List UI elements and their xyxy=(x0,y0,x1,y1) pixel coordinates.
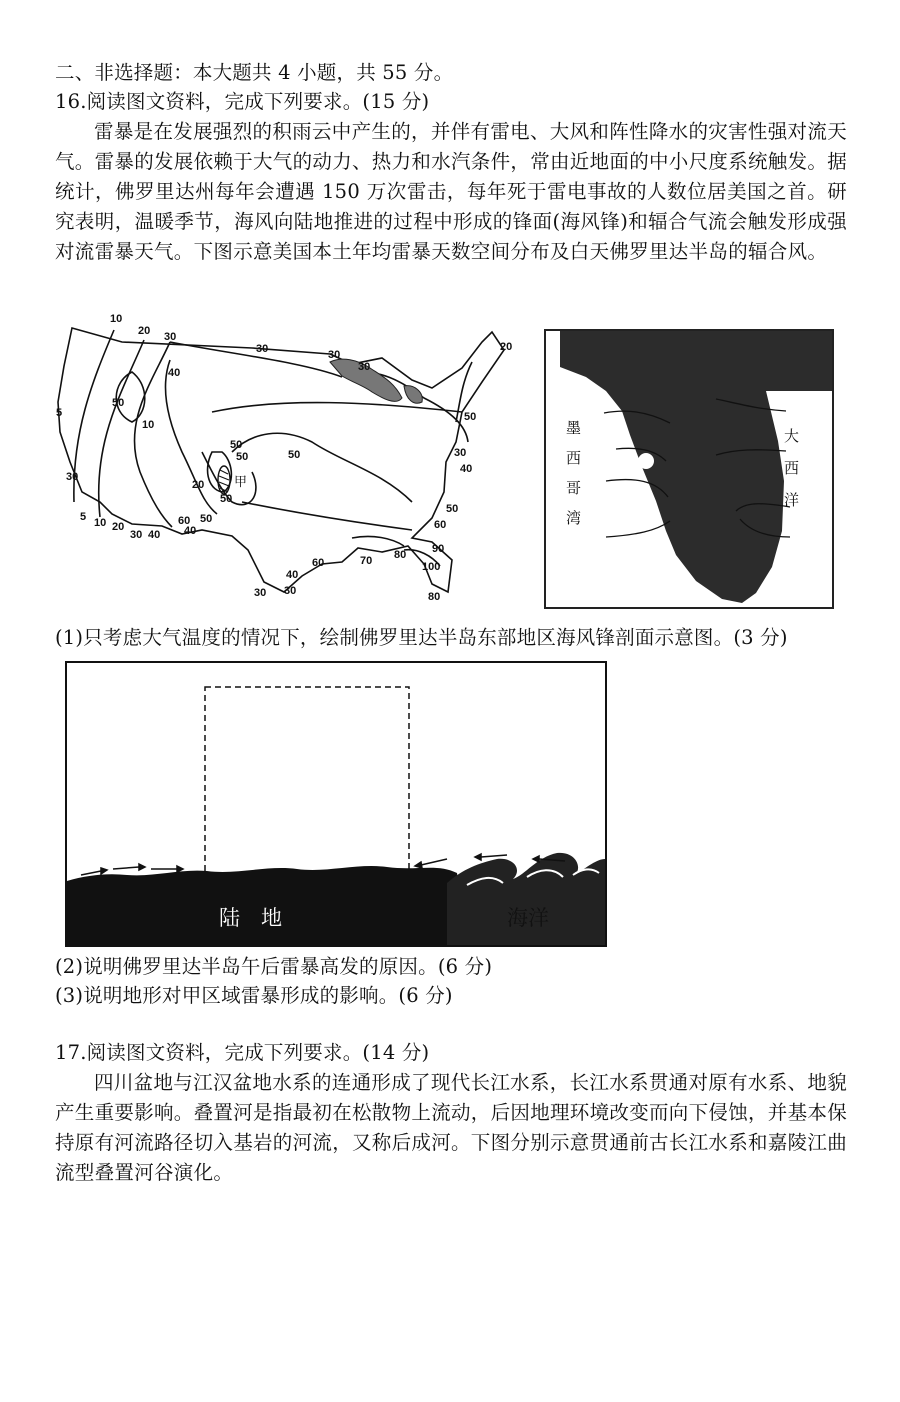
contour-30-west xyxy=(134,342,172,527)
sea-label: 海洋 xyxy=(507,906,549,930)
land-label: 陆 地 xyxy=(219,906,282,930)
us-map-drawing xyxy=(52,302,534,607)
gulf-label: 湾 xyxy=(566,509,582,527)
contour-label: 30 xyxy=(358,361,371,373)
contour-label: 80 xyxy=(428,591,441,603)
contour-label: 40 xyxy=(460,463,473,475)
question-16-sub3: (3)说明地形对甲区域雷暴形成的影响。(6 分) xyxy=(55,984,453,1007)
contour-label: 30 xyxy=(284,585,297,597)
contour-label: 30 xyxy=(254,587,267,599)
contour-label: 10 xyxy=(110,313,123,325)
contour-label: 50 xyxy=(464,411,477,423)
contour-label: 70 xyxy=(360,555,373,567)
contour-label: 40 xyxy=(286,569,299,581)
contour-label: 30 xyxy=(328,349,341,361)
ocean-label: 洋 xyxy=(784,491,800,509)
wind-arrow xyxy=(606,521,670,537)
florida-map-caption: 佛罗里达半岛的辐合风 xyxy=(554,582,669,596)
contour-10 xyxy=(74,330,114,502)
contour-label: 100 xyxy=(422,561,441,573)
question-16-sub2: (2)说明佛罗里达半岛午后雷暴高发的原因。(6 分) xyxy=(55,955,493,978)
contour-label: 20 xyxy=(192,479,205,491)
section-heading: 二、非选择题：本大题共 4 小题，共 55 分。 xyxy=(55,61,454,84)
marker-jia-label: 甲 xyxy=(234,475,248,490)
contour-label: 50 xyxy=(446,503,459,515)
contour-60-south xyxy=(242,502,412,530)
great-lakes-east xyxy=(404,386,422,404)
gulf-label: 墨 xyxy=(566,419,582,437)
contour-label: 20 xyxy=(500,341,513,353)
contour-label: 30 xyxy=(454,447,467,459)
sea-waves xyxy=(447,853,605,945)
contour-label: 30 xyxy=(256,343,269,355)
florida-wind-map xyxy=(544,329,834,609)
florida-map-drawing xyxy=(546,331,832,607)
contour-label: 40 xyxy=(148,529,161,541)
contour-label: 30 xyxy=(66,471,79,483)
question-16-sub1: (1)只考虑大气温度的情况下，绘制佛罗里达半岛东部地区海风锋剖面示意图。(3 分) xyxy=(55,626,788,649)
contour-label: 50 xyxy=(230,439,243,451)
question-16-passage: 雷暴是在发展强烈的积雨云中产生的，并伴有雷电、大风和阵性降水的灾害性强对流天气。雷暴的发展依赖于大气的动力、热力和水汽条件，常由近地面的中小尺度系统触发。据统计，佛罗里达州每年会遭遇 150 万次雷击，每年死于雷电事故的人数位居美国之首。研究表明，温暖季节，海风向陆地推进的过程中形成的锋面(海风锋)和辐合气流会触发形成强对流雷暴天气。下图示意美国本土年均雷暴天数空间分布及白天佛罗里达半岛的辐合风。 xyxy=(55,120,848,263)
contour-label: 5 xyxy=(56,407,63,419)
contour-label: 60 xyxy=(434,519,447,531)
contour-70 xyxy=(352,536,404,546)
contour-label: 10 xyxy=(94,517,107,529)
contour-50-central xyxy=(232,433,412,502)
contour-label: 20 xyxy=(138,325,151,337)
contour-label: 30 xyxy=(130,529,143,541)
question-17-passage: 四川盆地与江汉盆地水系的连通形成了现代长江水系，长江水系贯通对原有水系、地貌产生重要影响。叠置河是指最初在松散物上流动，后因地理环境改变而向下侵蚀，并基本保持原有河流路径切入基岩的河流，又称后成河。下图分别示意贯通前古长江水系和嘉陵江曲流型叠置河谷演化。 xyxy=(55,1071,848,1184)
gulf-label: 西 xyxy=(566,449,582,467)
contour-label: 50 xyxy=(220,493,233,505)
ocean-label: 大 xyxy=(784,427,800,445)
contour-label: 40 xyxy=(184,525,197,537)
contour-label: 50 xyxy=(288,449,301,461)
wind-arrow xyxy=(421,859,447,865)
contour-label: 60 xyxy=(312,557,325,569)
ocean-label: 西 xyxy=(784,459,800,477)
contour-label: 30 xyxy=(164,331,177,343)
us-thunderstorm-map xyxy=(52,302,534,607)
sea-breeze-drawing xyxy=(67,663,605,945)
contour-label: 50 xyxy=(112,397,125,409)
contour-label: 20 xyxy=(112,521,125,533)
contour-label: 60 xyxy=(178,515,191,527)
contour-label: 80 xyxy=(394,549,407,561)
contour-label: 90 xyxy=(432,543,445,555)
contour-50-east xyxy=(212,403,462,412)
question-16-title: 16.阅读图文资料，完成下列要求。(15 分) xyxy=(55,90,430,113)
wind-arrow xyxy=(481,855,507,857)
sea-breeze-diagram xyxy=(65,661,607,947)
contour-label: 10 xyxy=(142,419,155,431)
contour-label: 50 xyxy=(200,513,213,525)
contour-label: 50 xyxy=(236,451,249,463)
drawing-area-box xyxy=(205,687,409,885)
wind-arrow xyxy=(113,867,139,869)
question-17-title: 17.阅读图文资料，完成下列要求。(14 分) xyxy=(55,1041,430,1064)
wind-arrow xyxy=(81,871,101,875)
contour-label: 5 xyxy=(80,511,87,523)
contour-20 xyxy=(99,340,144,517)
contour-label: 40 xyxy=(168,367,181,379)
gulf-label: 哥 xyxy=(566,479,582,497)
